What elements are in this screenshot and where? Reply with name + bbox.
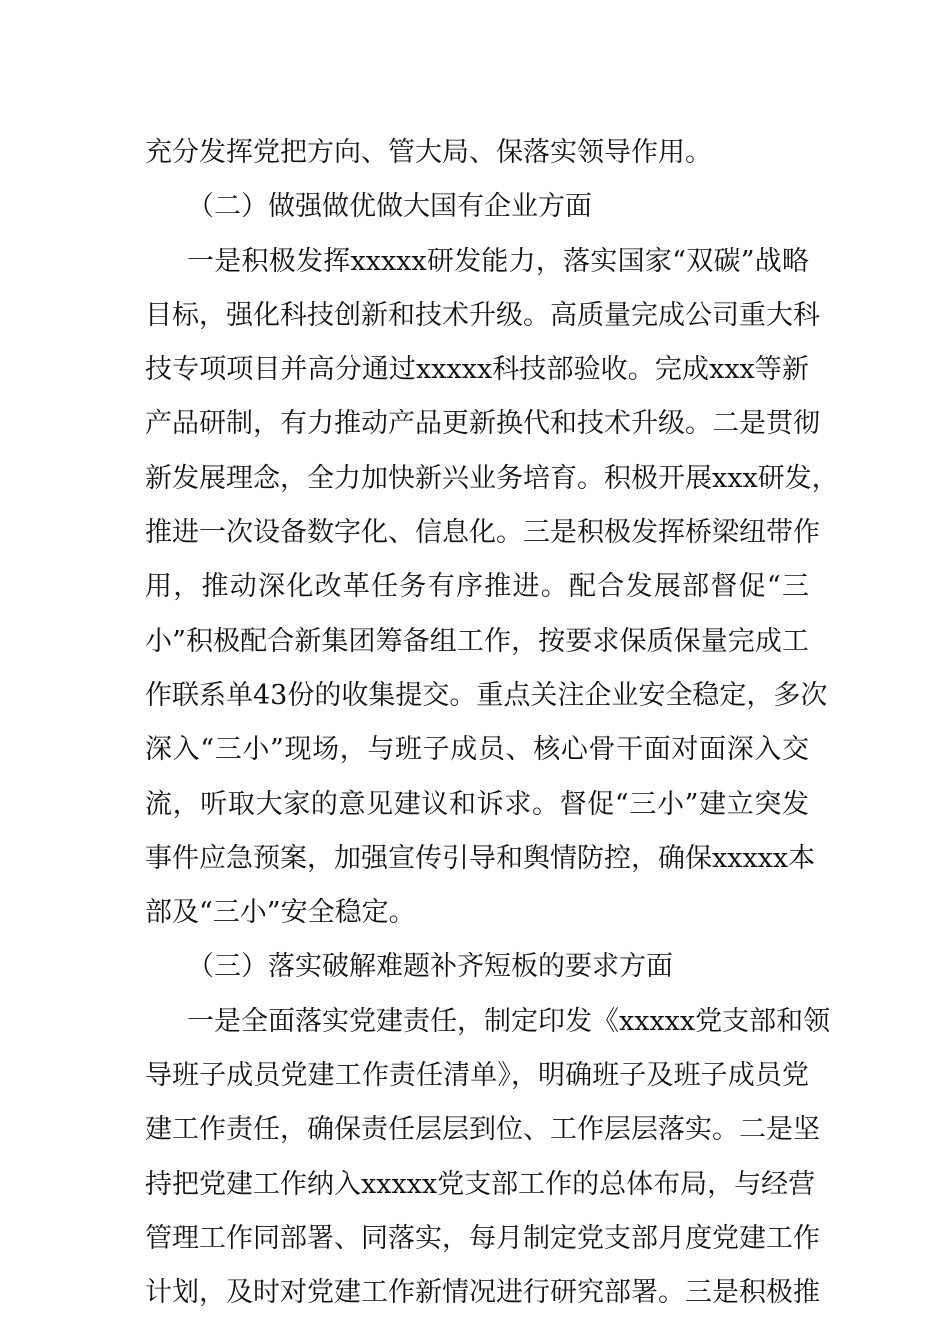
paragraph-line: 充分发挥党把方向、管大局、保落实领导作用。 [145, 137, 712, 168]
section-heading: （三）落实破解难题补齐短板的要求方面 [187, 951, 673, 983]
section-heading: （二）做强做优做大国有企业方面 [187, 191, 592, 223]
paragraph-line: 小”积极配合新集团筹备组工作，按要求保质保量完成工 [145, 625, 809, 657]
paragraph-line: 导班子成员党建工作责任清单》，明确班子及班子成员党 [145, 1060, 809, 1092]
document-body [145, 126, 839, 1321]
paragraph-line: 技专项项目并高分通过xxxxx科技部验收。完成xxx等新 [145, 354, 809, 386]
paragraph-line: 用，推动深化改革任务有序推进。配合发展部督促“三 [145, 571, 809, 603]
paragraph-line: 一是积极发挥xxxxx研发能力，落实国家“双碳”战略 [187, 245, 809, 277]
paragraph-line: 建工作责任，确保责任层层到位、工作层层落实。二是坚 [145, 1114, 820, 1146]
paragraph-line: 产品研制，有力推动产品更新换代和技术升级。二是贯彻 [145, 408, 820, 440]
paragraph-line: 持把党建工作纳入xxxxx党支部工作的总体布局，与经营 [145, 1168, 816, 1200]
paragraph-line: 事件应急预案，加强宣传引导和舆情防控，确保xxxxx本 [145, 842, 816, 874]
paragraph-line: 作联系单43份的收集提交。重点关注企业安全稳定，多次 [145, 679, 828, 711]
paragraph-line: 目标，强化科技创新和技术升级。高质量完成公司重大科 [145, 299, 820, 331]
paragraph-line: 部及“三小”安全稳定。 [145, 897, 416, 929]
paragraph-line: 推进一次设备数字化、信息化。三是积极发挥桥梁纽带作 [145, 517, 820, 549]
paragraph-line: 流，听取大家的意见建议和诉求。督促“三小”建立突发 [145, 788, 809, 820]
paragraph-line: 管理工作同部署、同落实，每月制定党支部月度党建工作 [145, 1222, 820, 1254]
paragraph-line: 一是全面落实党建责任，制定印发《xxxxx党支部和领 [187, 1005, 831, 1037]
paragraph-line: 新发展理念，全力加快新兴业务培育。积极开展xxx研发， [145, 462, 839, 494]
paragraph-line: 计划，及时对党建工作新情况进行研究部署。三是积极推 [145, 1277, 820, 1309]
paragraph-line: 深入“三小”现场，与班子成员、核心骨干面对面深入交 [145, 734, 809, 766]
